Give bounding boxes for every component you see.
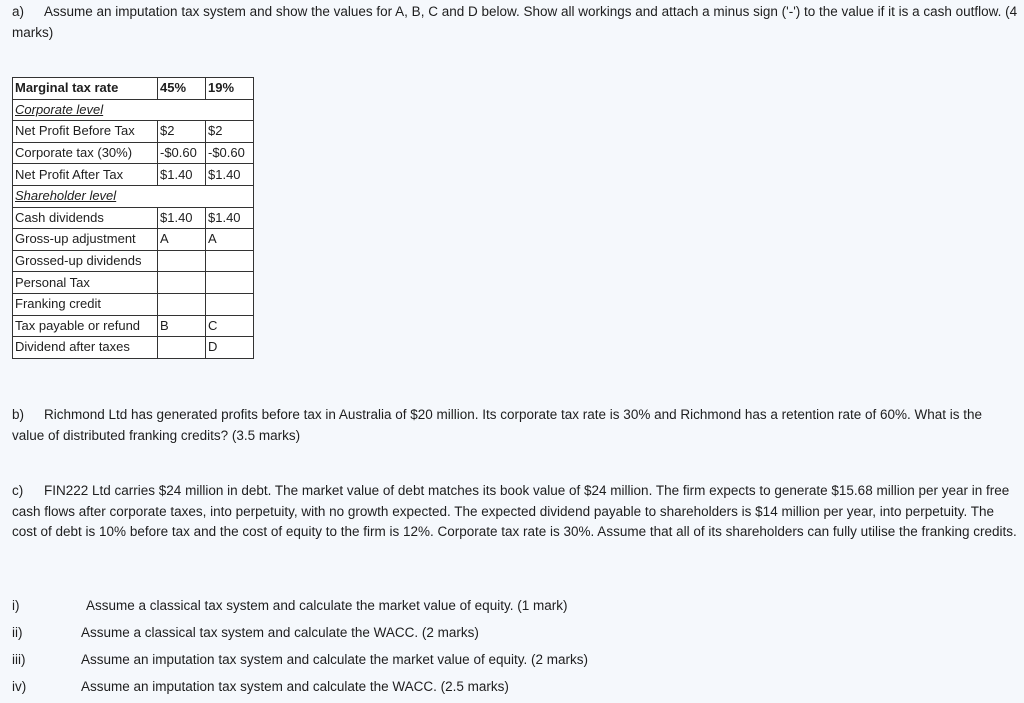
subquestion-text: Assume an imputation tax system and calculate the WACC. (2.5 marks) [81,679,509,694]
table-cell: B [158,315,206,337]
header-cell: 19% [206,78,254,100]
table-cell [158,272,206,294]
table-cell: Corporate tax (30%) [13,142,158,164]
subquestion-number: iv) [12,679,27,694]
question-b-text: Richmond Ltd has generated profits before tax in Australia of $20 million. Its corporate tax rate is 30% and Richmond has a retention rate of 60%. What is the value of distributed franking credits? (3.5 marks) [12,407,983,443]
table-cell: $1.40 [206,164,254,186]
table-header-row [13,78,254,100]
question-b-letter: b) [12,407,25,422]
table-cell [206,293,254,315]
table-row [13,185,254,207]
question-a-letter: a) [12,4,25,19]
table-cell: Net Profit Before Tax [13,121,158,143]
table-row [13,293,254,315]
subquestion-i [12,596,1012,616]
table-row [13,250,254,272]
table-row [13,337,254,359]
subquestion-ii [12,623,1012,643]
subquestion-number: iii) [12,652,26,667]
subquestion-text: Assume an imputation tax system and calculate the market value of equity. (2 marks) [81,652,588,667]
table-row [13,142,254,164]
table-row [13,207,254,229]
table-cell: C [206,315,254,337]
subquestion-iv [12,677,1012,697]
section-label-shareholder: Shareholder level [13,185,254,207]
table-cell: -$0.60 [206,142,254,164]
table-row [13,121,254,143]
table-cell: A [158,229,206,251]
question-c-letter: c) [12,483,24,498]
header-cell: 45% [158,78,206,100]
table-cell: $1.40 [206,207,254,229]
table-cell: Dividend after taxes [13,337,158,359]
table-row [13,164,254,186]
question-a [12,2,1018,43]
question-c [12,481,1018,543]
subquestion-number: ii) [12,625,23,640]
table-cell: Gross-up adjustment [13,229,158,251]
table-cell: Tax payable or refund [13,315,158,337]
table-cell [206,272,254,294]
table-cell [206,250,254,272]
table-cell: Personal Tax [13,272,158,294]
section-label-corporate: Corporate level [13,99,254,121]
question-c-text: FIN222 Ltd carries $24 million in debt. The market value of debt matches its book value of $24 million. The firm expects to generate $15.68 million per year in free cash flows after corporate taxes, into perpetuity, with no growth expected. The expected dividend payable to shareholders is $14 million per year, into perpetuity. The cost of debt is 10% before tax and the cost of equity to the firm is 12%. Corporate tax rate is 30%. Assume that all of its shareholders can fully utilise the franking credits. [12,483,1017,539]
table-row [13,99,254,121]
table-row [13,229,254,251]
table-cell: $2 [158,121,206,143]
subquestion-number: i) [12,598,20,613]
table-cell: A [206,229,254,251]
subquestion-text: Assume a classical tax system and calculate the WACC. (2 marks) [81,625,479,640]
table-cell: $1.40 [158,164,206,186]
table-cell: Franking credit [13,293,158,315]
table-row [13,315,254,337]
table-cell: $2 [206,121,254,143]
table-row [13,272,254,294]
table-cell: Net Profit After Tax [13,164,158,186]
subquestion-text: Assume a classical tax system and calculate the market value of equity. (1 mark) [86,598,568,613]
table-cell [158,293,206,315]
table-cell: Grossed-up dividends [13,250,158,272]
table-cell [158,250,206,272]
table-cell: Cash dividends [13,207,158,229]
table-cell [158,337,206,359]
table-cell: D [206,337,254,359]
question-a-text: Assume an imputation tax system and show the values for A, B, C and D below. Show all workings and attach a minus sign ('-') to the value if it is a cash outflow. (4 marks) [12,4,1018,40]
imputation-tax-table [12,77,254,359]
question-b [12,405,1018,446]
subquestion-iii [12,650,1012,670]
header-cell: Marginal tax rate [13,78,158,100]
table-cell: -$0.60 [158,142,206,164]
table-cell: $1.40 [158,207,206,229]
